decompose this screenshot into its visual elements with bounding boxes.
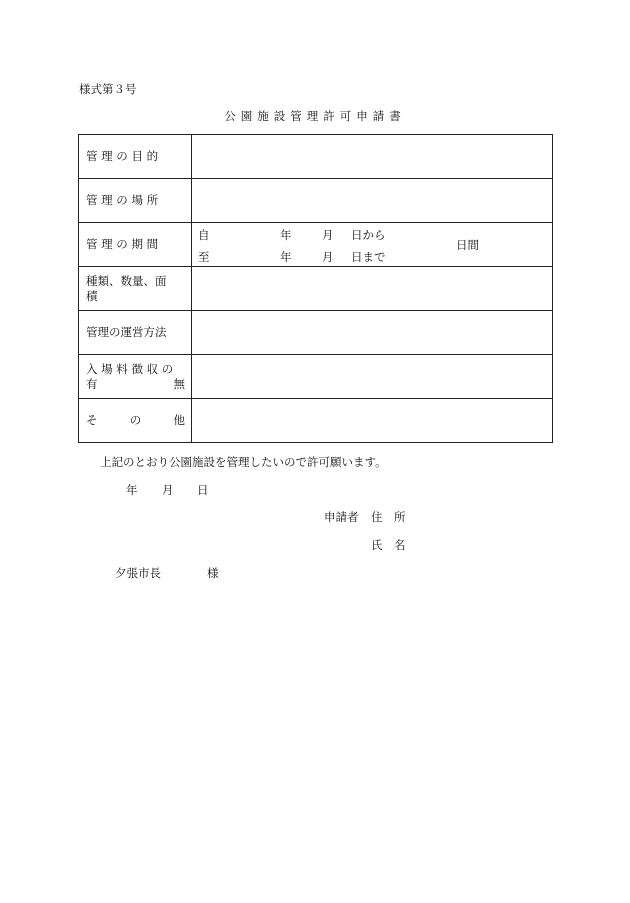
type-field[interactable]: [192, 267, 553, 311]
document-title: 公園施設管理許可申請書: [224, 109, 406, 123]
name-label: 氏 名: [371, 538, 406, 552]
request-statement: 上記のとおり公園施設を管理したいので許可願います。: [100, 455, 387, 469]
fee-label-no: 無: [173, 376, 185, 391]
period-to-day: 日まで: [351, 250, 386, 264]
period-from-day: 日から: [351, 228, 386, 242]
row-purpose: [79, 135, 553, 179]
period-days: 日間: [456, 238, 479, 252]
date-year: 年: [126, 483, 138, 497]
date-day: 日: [197, 483, 209, 497]
applicant-label: 申請者: [324, 510, 359, 524]
other-label-b: の: [129, 413, 142, 427]
other-field[interactable]: [192, 399, 553, 443]
fee-label: [79, 355, 192, 399]
fee-field[interactable]: [192, 355, 553, 399]
row-fee: [79, 355, 553, 399]
type-label: [79, 267, 192, 311]
application-form-table: [78, 134, 553, 443]
row-type: [79, 267, 553, 311]
row-period: [79, 223, 553, 267]
row-other: [79, 399, 553, 443]
addressee-mayor: 夕張市長: [115, 566, 161, 580]
other-label-a: そ: [86, 413, 98, 427]
other-label-c: 他: [173, 413, 185, 427]
period-label: 管 理 の 期 間: [79, 223, 192, 267]
type-label-line1: 種類、数量、面: [86, 273, 167, 288]
type-label-line2: 積: [86, 288, 98, 303]
operation-field[interactable]: [192, 311, 553, 355]
period-field[interactable]: [192, 223, 553, 267]
addressee-honorific: 様: [207, 566, 219, 580]
address-label: 住 所: [371, 510, 406, 524]
location-field[interactable]: [192, 179, 553, 223]
period-from-year: 年: [280, 228, 292, 242]
fee-label-line1: 入 場 料 徴 収 の: [86, 361, 174, 376]
period-from-month: 月: [322, 228, 334, 242]
period-to-prefix: 至: [198, 250, 210, 264]
operation-label: 管理の運営方法: [79, 311, 192, 355]
period-from-prefix: 自: [198, 228, 210, 242]
form-number: 様式第３号: [79, 82, 137, 96]
purpose-field[interactable]: [192, 135, 553, 179]
date-month: 月: [162, 483, 174, 497]
purpose-label: 管 理 の 目 的: [79, 135, 192, 179]
fee-label-yes: 有: [86, 376, 98, 391]
row-location: [79, 179, 553, 223]
period-to-month: 月: [322, 250, 334, 264]
location-label: 管 理 の 場 所: [79, 179, 192, 223]
other-label: [79, 399, 192, 443]
period-to-year: 年: [280, 250, 292, 264]
row-operation: [79, 311, 553, 355]
